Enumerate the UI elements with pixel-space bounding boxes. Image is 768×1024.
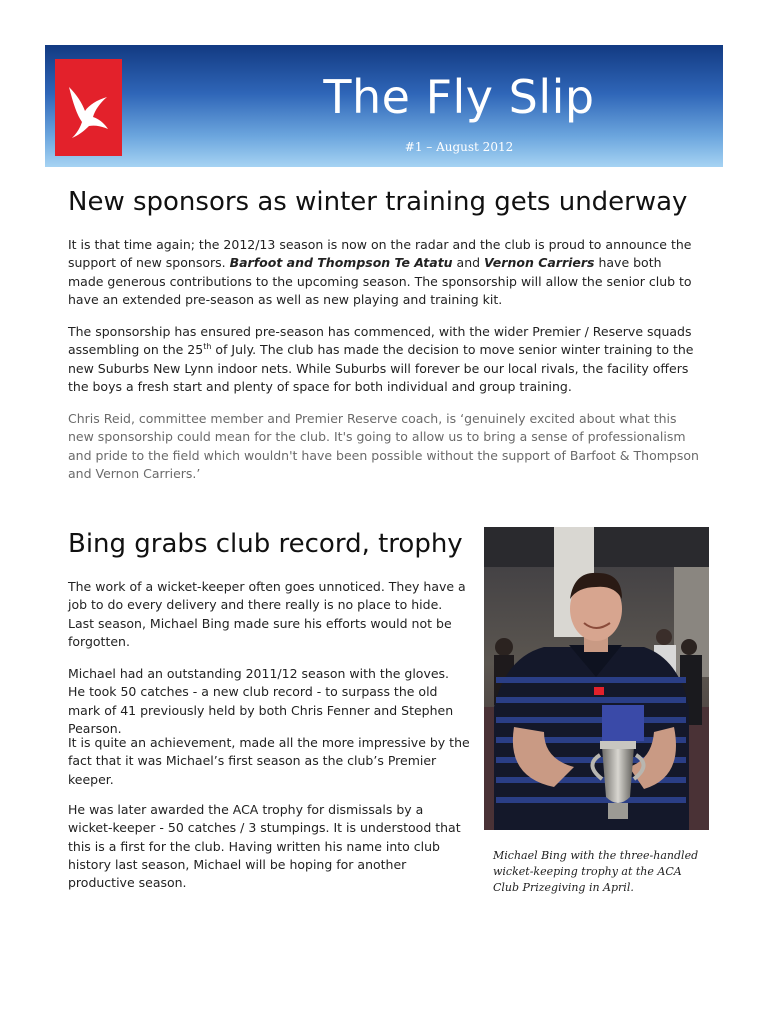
bird-icon <box>55 59 122 156</box>
article2-paragraph-3: It is quite an achievement, made all the more impressive by the fact that it was Michael’s first season as the club’s Premier keeper. <box>68 735 470 787</box>
article1-p1-and: and <box>452 255 485 271</box>
sponsor-name-1: Barfoot and Thompson Te Atatu <box>229 255 453 271</box>
article1-quote-paragraph: Chris Reid, committee member and Premier Reserve coach, is ‘genuinely excited about what this new sponsorship could mean for the club. It's going to allow us to bring a sense of professionalism and pride to the field which wouldn't have been possible without the support of Barfoot & Thompson and Vernon Carriers.’ <box>68 411 699 481</box>
article1-p1-text-a: It is that time again; the 2012/13 season is now on the radar and the club is proud to announce the support of new sponsors. <box>68 237 692 271</box>
article1-p2-text-b: of July. The club has made the decision to move senior winter training to the new Suburbs New Lynn indoor nets. While Suburbs will forever be our local rivals, the facility offers the boys a fresh start and plenty of space for both individual and group training. <box>68 342 694 394</box>
sponsor-name-2: Vernon Carriers <box>484 255 595 271</box>
article2-paragraph-1: The work of a wicket-keeper often goes unnoticed. They have a job to do every delivery and there really is no place to hide. Last season, Michael Bing made sure his efforts would not be forgotten. <box>68 579 466 649</box>
photo-caption: Michael Bing with the three-handled wicket-keeping trophy at the ACA Club Prizegiving in April. <box>493 849 699 894</box>
trophy-photo <box>484 527 709 830</box>
article1-p2-text-a: The sponsorship has ensured pre-season has commenced, with the wider Premier / Reserve squads assembling on the 25 <box>68 324 692 358</box>
photo-illustration <box>484 527 709 830</box>
article1-p1-text-b: have both made generous contributions to the upcoming season. The sponsorship will allow the senior club to have an extended pre-season as well as new playing and training kit. <box>68 255 692 307</box>
club-logo <box>55 59 122 156</box>
article2-paragraph-4: He was later awarded the ACA trophy for dismissals by a wicket-keeper - 50 catches / 3 stumpings. It is understood that this is a first for the club. Having written his name into club history last season, Michael will be hoping for another productive season. <box>68 802 461 891</box>
article1-paragraph-2 <box>68 323 698 396</box>
ordinal-suffix: th <box>203 342 212 352</box>
masthead-banner <box>45 45 723 167</box>
article2-paragraph-2: Michael had an outstanding 2011/12 season with the gloves. He took 50 catches - a new club record - to surpass the old mark of 41 previously held by both Chris Fenner and Stephen Pearson. <box>68 666 454 736</box>
newsletter-title: The Fly Slip <box>323 70 595 124</box>
article1-paragraph-1 <box>68 236 700 309</box>
article1-heading: New sponsors as winter training gets underway <box>68 187 688 217</box>
article2-heading: Bing grabs club record, trophy <box>68 529 463 559</box>
issue-label: #1 – August 2012 <box>404 140 514 154</box>
